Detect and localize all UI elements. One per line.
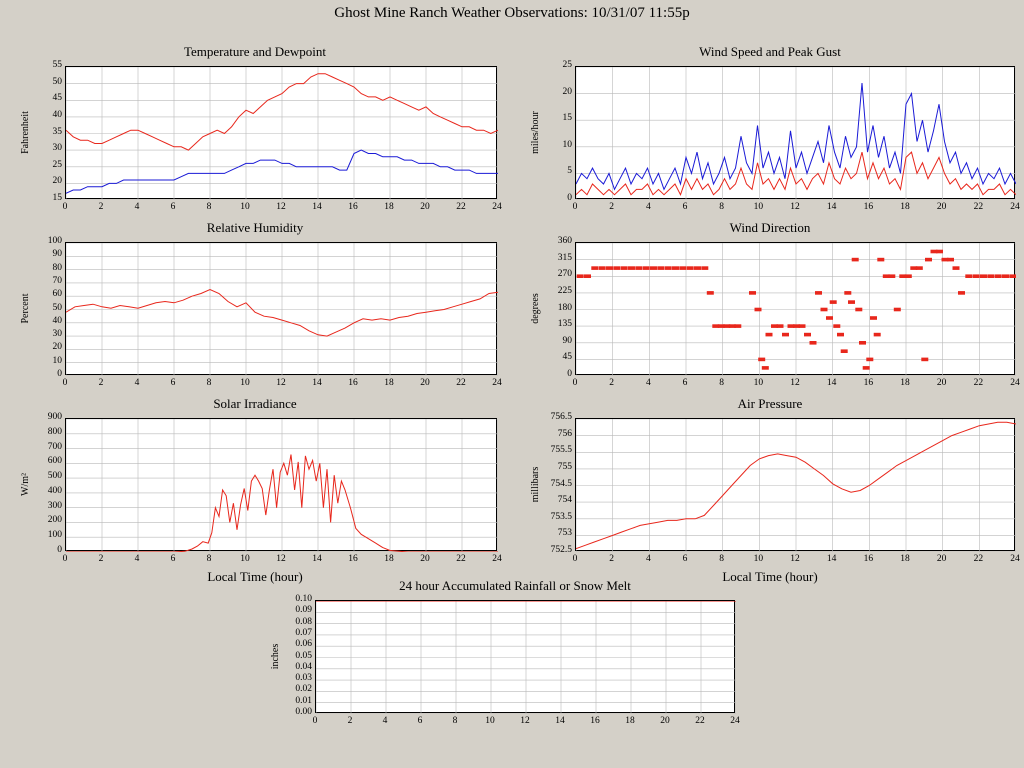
x-tick-relative_humidity-2: 4 [134, 378, 140, 388]
y-tick-rainfall-0: 0.10 [295, 594, 312, 604]
x-tick-wind_direction-12: 24 [1010, 378, 1020, 388]
x-tick-solar_irradiance-8: 16 [348, 554, 358, 564]
x-tick-relative_humidity-5: 10 [240, 378, 250, 388]
y-tick-wind_direction-3: 135 [557, 319, 572, 330]
x-tick-wind_speed-0: 0 [572, 202, 578, 212]
x-tick-air_pressure-12: 24 [1010, 554, 1020, 564]
x-tick-wind_direction-7: 14 [826, 378, 837, 388]
page-title: Ghost Mine Ranch Weather Observations: 10/31/07 11:55p [334, 5, 690, 21]
y-tick-air_pressure-1: 753 [557, 528, 572, 539]
y-tick-rainfall-3: 0.07 [295, 627, 312, 638]
chart-title-wind_speed: Wind Speed and Peak Gust [699, 44, 841, 59]
plot-area-wind_speed [575, 66, 1015, 199]
y-tick-wind_direction-6: 270 [557, 269, 572, 280]
y-tick-relative_humidity-3: 30 [52, 329, 62, 340]
y-tick-temperature-0: 15 [52, 193, 62, 203]
chart-panel-wind_direction [530, 220, 1020, 390]
x-tick-rainfall-2: 4 [382, 716, 388, 726]
y-tick-solar_irradiance-3: 300 [47, 500, 62, 511]
x-tick-wind_speed-8: 16 [863, 202, 874, 212]
y-tick-relative_humidity-2: 20 [52, 342, 62, 353]
x-tick-air_pressure-3: 6 [682, 554, 688, 564]
x-tick-relative_humidity-8: 16 [348, 378, 358, 388]
plot-area-wind_direction [575, 242, 1015, 375]
y-tick-solar_irradiance-8: 800 [47, 426, 62, 437]
x-tick-air_pressure-7: 14 [826, 554, 837, 564]
y-tick-solar_irradiance-7: 700 [47, 441, 62, 452]
chart-panel-wind_speed [530, 44, 1020, 214]
x-tick-relative_humidity-1: 2 [98, 378, 104, 388]
x-tick-air_pressure-8: 16 [863, 554, 874, 564]
y-tick-solar_irradiance-0: 0 [57, 545, 62, 555]
x-tick-temperature-9: 18 [384, 202, 394, 212]
x-tick-solar_irradiance-2: 4 [134, 554, 140, 564]
x-tick-rainfall-11: 22 [695, 716, 705, 726]
y-tick-air_pressure-7: 756 [557, 428, 572, 439]
y-tick-rainfall-6: 0.04 [295, 661, 312, 672]
x-tick-air_pressure-4: 8 [719, 554, 725, 564]
y-tick-rainfall-9: 0.01 [295, 695, 312, 706]
x-tick-relative_humidity-9: 18 [384, 378, 394, 388]
plot-area-solar_irradiance [65, 418, 497, 551]
y-tick-rainfall-5: 0.05 [295, 650, 312, 661]
y-tick-rainfall-2: 0.08 [295, 616, 312, 627]
y-tick-air_pressure-2: 753.5 [550, 511, 572, 522]
x-tick-air_pressure-2: 4 [645, 554, 651, 564]
x-tick-rainfall-1: 2 [347, 716, 353, 726]
x-tick-air_pressure-1: 2 [609, 554, 615, 564]
y-tick-air_pressure-5: 755 [557, 461, 572, 472]
x-tick-relative_humidity-6: 12 [276, 378, 286, 388]
x-tick-wind_direction-3: 6 [682, 378, 688, 388]
x-tick-solar_irradiance-10: 20 [420, 554, 430, 564]
x-tick-relative_humidity-7: 14 [312, 378, 322, 388]
x-tick-wind_speed-1: 2 [609, 202, 615, 212]
x-tick-solar_irradiance-11: 22 [456, 554, 466, 564]
y-tick-solar_irradiance-6: 600 [47, 456, 62, 467]
y-tick-rainfall-4: 0.06 [295, 639, 312, 650]
plot-area-rainfall [315, 600, 735, 713]
x-tick-wind_direction-8: 16 [863, 378, 874, 388]
y-tick-solar_irradiance-4: 400 [47, 485, 62, 496]
y-tick-temperature-6: 45 [52, 93, 62, 104]
y-tick-rainfall-8: 0.02 [295, 684, 312, 695]
x-tick-air_pressure-9: 18 [900, 554, 910, 564]
x-tick-wind_speed-9: 18 [900, 202, 910, 212]
x-tick-wind_speed-5: 10 [753, 202, 764, 212]
x-tick-temperature-10: 20 [420, 202, 430, 212]
y-tick-temperature-5: 40 [52, 109, 62, 120]
y-tick-air_pressure-3: 754 [557, 495, 572, 506]
y-tick-wind_direction-4: 180 [557, 302, 572, 313]
y-axis-label-rainfall: inches [270, 643, 281, 670]
x-tick-wind_speed-7: 14 [826, 202, 837, 212]
y-tick-wind_speed-0: 0 [567, 193, 572, 203]
y-tick-temperature-1: 20 [52, 176, 62, 187]
y-tick-relative_humidity-9: 90 [52, 249, 62, 260]
x-tick-relative_humidity-4: 8 [206, 378, 212, 388]
x-tick-wind_direction-1: 2 [609, 378, 615, 388]
x-tick-wind_direction-10: 20 [936, 378, 947, 388]
x-tick-solar_irradiance-3: 6 [170, 554, 176, 564]
x-tick-relative_humidity-10: 20 [420, 378, 430, 388]
x-tick-rainfall-0: 0 [312, 716, 318, 726]
y-tick-wind_speed-2: 10 [562, 139, 572, 150]
x-tick-temperature-12: 24 [492, 202, 502, 212]
x-tick-temperature-7: 14 [312, 202, 322, 212]
x-tick-solar_irradiance-9: 18 [384, 554, 394, 564]
x-tick-wind_direction-2: 4 [645, 378, 651, 388]
y-tick-relative_humidity-10: 100 [47, 236, 62, 246]
y-tick-relative_humidity-7: 70 [52, 275, 62, 286]
x-tick-temperature-4: 8 [206, 202, 212, 212]
x-tick-wind_direction-0: 0 [572, 378, 578, 388]
x-tick-rainfall-12: 24 [730, 716, 740, 726]
x-tick-wind_direction-9: 18 [900, 378, 910, 388]
y-tick-solar_irradiance-2: 200 [47, 515, 62, 526]
y-tick-rainfall-7: 0.03 [295, 673, 312, 684]
y-tick-rainfall-1: 0.09 [295, 605, 312, 616]
x-tick-wind_direction-5: 10 [753, 378, 764, 388]
y-tick-temperature-3: 30 [52, 143, 62, 154]
y-tick-wind_speed-1: 5 [567, 166, 572, 177]
y-axis-label-relative_humidity: Percent [20, 293, 31, 324]
x-tick-relative_humidity-3: 6 [170, 378, 176, 388]
chart-title-relative_humidity: Relative Humidity [206, 220, 304, 235]
x-tick-air_pressure-11: 22 [973, 554, 984, 564]
x-tick-rainfall-10: 20 [660, 716, 670, 726]
x-tick-wind_speed-12: 24 [1010, 202, 1020, 212]
x-tick-temperature-5: 10 [240, 202, 250, 212]
x-tick-rainfall-7: 14 [555, 716, 565, 726]
y-tick-relative_humidity-6: 60 [52, 289, 62, 300]
x-tick-wind_direction-6: 12 [790, 378, 800, 388]
x-tick-wind_direction-4: 8 [719, 378, 725, 388]
x-tick-rainfall-5: 10 [485, 716, 495, 726]
x-tick-air_pressure-10: 20 [936, 554, 947, 564]
x-tick-solar_irradiance-1: 2 [98, 554, 104, 564]
x-tick-wind_speed-2: 4 [645, 202, 651, 212]
x-tick-relative_humidity-11: 22 [456, 378, 466, 388]
y-tick-wind_speed-3: 15 [562, 113, 572, 124]
x-tick-rainfall-8: 16 [590, 716, 600, 726]
y-tick-temperature-8: 55 [52, 60, 62, 70]
plot-area-relative_humidity [65, 242, 497, 375]
chart-panel-solar_irradiance [20, 396, 502, 586]
y-tick-relative_humidity-8: 80 [52, 262, 62, 273]
y-tick-solar_irradiance-9: 900 [47, 412, 62, 422]
x-tick-rainfall-9: 18 [625, 716, 635, 726]
x-tick-solar_irradiance-7: 14 [312, 554, 322, 564]
y-tick-wind_direction-1: 45 [562, 352, 572, 363]
plot-area-temperature [65, 66, 497, 199]
y-tick-relative_humidity-0: 0 [57, 369, 62, 379]
x-axis-label-air_pressure: Local Time (hour) [722, 569, 818, 584]
x-tick-temperature-2: 4 [134, 202, 140, 212]
plot-area-air_pressure [575, 418, 1015, 551]
y-tick-air_pressure-8: 756.5 [550, 412, 572, 422]
x-tick-temperature-8: 16 [348, 202, 358, 212]
x-tick-wind_speed-6: 12 [790, 202, 800, 212]
x-tick-temperature-11: 22 [456, 202, 466, 212]
chart-title-rainfall: 24 hour Accumulated Rainfall or Snow Melt [399, 578, 631, 593]
x-tick-air_pressure-6: 12 [790, 554, 800, 564]
y-tick-air_pressure-0: 752.5 [550, 545, 572, 555]
y-tick-rainfall-10: 0.00 [295, 707, 312, 717]
chart-title-air_pressure: Air Pressure [737, 396, 803, 411]
y-tick-relative_humidity-1: 10 [52, 355, 62, 366]
y-tick-wind_direction-2: 90 [562, 335, 572, 346]
y-tick-relative_humidity-5: 50 [52, 302, 62, 313]
x-tick-wind_speed-11: 22 [973, 202, 984, 212]
chart-panel-rainfall [270, 578, 760, 738]
x-tick-wind_speed-4: 8 [719, 202, 725, 212]
y-tick-wind_direction-7: 315 [557, 252, 572, 263]
y-axis-label-wind_speed: miles/hour [530, 111, 541, 154]
x-tick-solar_irradiance-0: 0 [62, 554, 68, 564]
chart-title-temperature: Temperature and Dewpoint [183, 44, 327, 59]
y-tick-temperature-7: 50 [52, 76, 62, 87]
x-tick-solar_irradiance-4: 8 [206, 554, 212, 564]
x-tick-solar_irradiance-12: 24 [492, 554, 502, 564]
chart-panel-temperature [20, 44, 502, 214]
x-tick-solar_irradiance-6: 12 [276, 554, 286, 564]
x-tick-rainfall-6: 12 [520, 716, 530, 726]
y-axis-label-temperature: Fahrenheit [20, 111, 31, 154]
y-tick-wind_direction-0: 0 [567, 369, 572, 379]
x-tick-air_pressure-5: 10 [753, 554, 764, 564]
x-tick-rainfall-3: 6 [417, 716, 423, 726]
y-tick-solar_irradiance-1: 100 [47, 530, 62, 541]
y-tick-air_pressure-6: 755.5 [550, 445, 572, 456]
y-tick-wind_speed-4: 20 [562, 86, 572, 97]
y-tick-wind_speed-5: 25 [562, 60, 572, 70]
y-tick-temperature-2: 25 [52, 159, 62, 170]
y-tick-solar_irradiance-5: 500 [47, 471, 62, 482]
chart-panel-air_pressure [530, 396, 1020, 586]
chart-panel-relative_humidity [20, 220, 502, 390]
y-axis-label-solar_irradiance: W/m² [20, 473, 31, 496]
x-tick-temperature-0: 0 [62, 202, 68, 212]
x-tick-solar_irradiance-5: 10 [240, 554, 250, 564]
y-tick-relative_humidity-4: 40 [52, 315, 62, 326]
x-tick-wind_speed-3: 6 [682, 202, 688, 212]
x-tick-air_pressure-0: 0 [572, 554, 578, 564]
x-tick-wind_direction-11: 22 [973, 378, 984, 388]
x-tick-temperature-1: 2 [98, 202, 104, 212]
y-axis-label-wind_direction: degrees [530, 293, 541, 324]
x-tick-relative_humidity-0: 0 [62, 378, 68, 388]
x-tick-temperature-3: 6 [170, 202, 176, 212]
chart-title-wind_direction: Wind Direction [729, 220, 811, 235]
x-tick-temperature-6: 12 [276, 202, 286, 212]
chart-title-solar_irradiance: Solar Irradiance [213, 396, 297, 411]
y-tick-wind_direction-5: 225 [557, 285, 572, 296]
y-tick-temperature-4: 35 [52, 126, 62, 137]
y-tick-air_pressure-4: 754.5 [550, 478, 572, 489]
y-axis-label-air_pressure: millibars [530, 466, 541, 503]
x-axis-label-solar_irradiance: Local Time (hour) [207, 569, 303, 584]
y-tick-wind_direction-8: 360 [557, 236, 572, 246]
x-tick-rainfall-4: 8 [452, 716, 458, 726]
x-tick-wind_speed-10: 20 [936, 202, 947, 212]
x-tick-relative_humidity-12: 24 [492, 378, 502, 388]
